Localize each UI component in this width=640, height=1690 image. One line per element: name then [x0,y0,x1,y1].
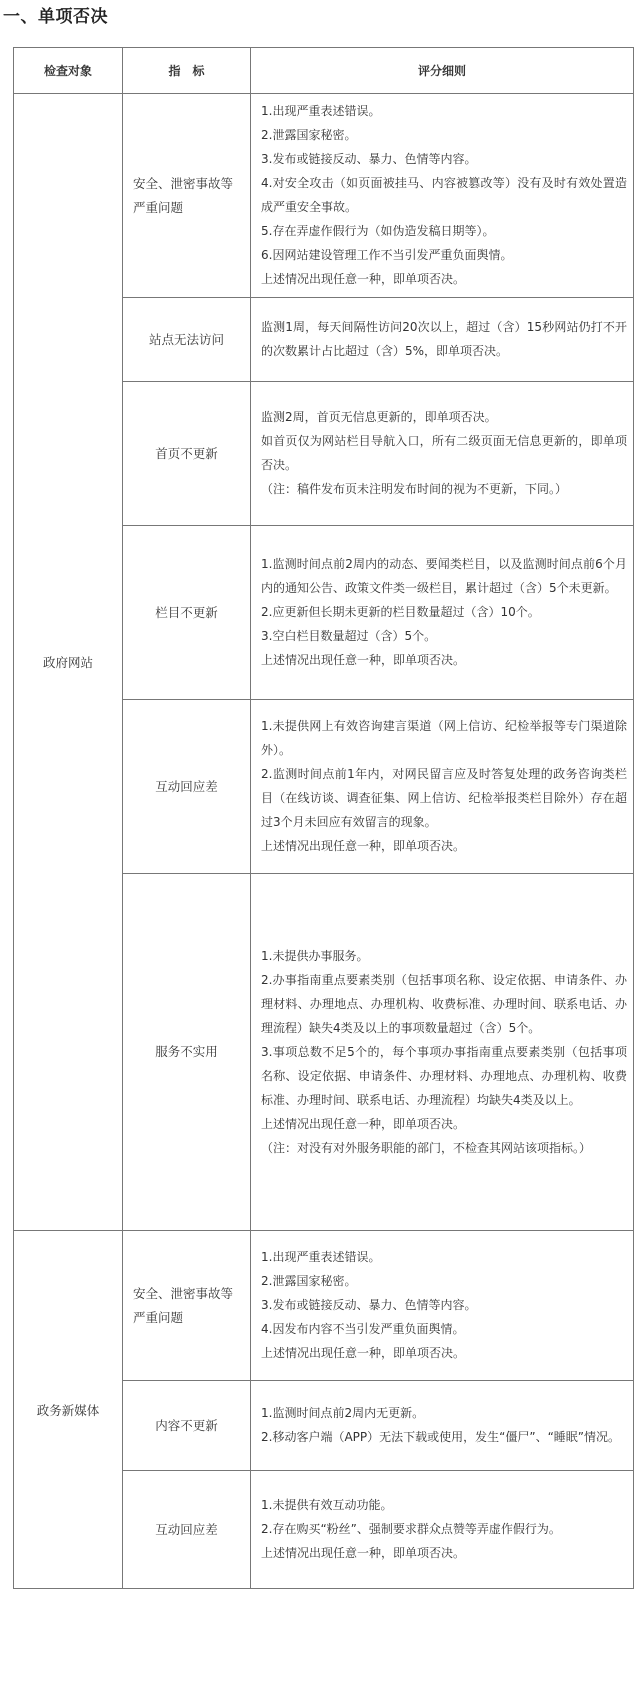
criteria-cell [251,700,634,874]
criteria-line: （注：稿件发布页未注明发布时间的视为不更新，下同。） [261,482,568,496]
criteria-line: 4.因发布内容不当引发严重负面舆情。 [261,1322,465,1336]
criteria-line: 如首页仅为网站栏目导航入口，所有二级页面无信息更新的，即单项否决。 [261,434,627,472]
criteria-line: 1.未提供办事服务。 [261,948,369,963]
criteria-line: 2.办事指南重点要素类别（包括事项名称、设定依据、申请条件、办理材料、办理地点、办理机构、收费标准、办理时间、联系电话、办理流程）缺失4类及以上的事项数量超过（含）5个。 [261,972,627,1035]
criteria-line: 上述情况出现任意一种，即单项否决。 [261,1346,466,1360]
criteria-line: 2.移动客户端（APP）无法下载或使用，发生“僵尸”、“睡眠”情况。 [261,1430,621,1444]
criteria-line: 2.存在购买“粉丝”、强制要求群众点赞等弄虚作假行为。 [261,1522,561,1536]
section-title: 一、单项否决 [3,7,108,27]
criteria-cell [251,1471,634,1589]
criteria-line: 1.未提供网上有效咨询建言渠道（网上信访、纪检举报等专门渠道除外）。 [261,719,627,757]
header-indicator: 指 标 [123,48,251,94]
criteria-line: 3.事项总数不足5个的，每个事项办事指南重点要素类别（包括事项名称、设定依据、申请条件、办理材料、办理地点、办理机构、收费标准、办理时间、联系电话、办理流程）均缺失4类及以上。 [261,1044,627,1107]
indicator-cell: 站点无法访问 [123,298,251,382]
criteria-cell [251,94,634,298]
indicator-cell: 服务不实用 [123,874,251,1231]
criteria-line: 1.出现严重表述错误。 [261,1250,381,1264]
criteria-cell [251,382,634,526]
criteria-line: 2.泄露国家秘密。 [261,128,357,142]
criteria-line: 5.存在弄虚作假行为（如伪造发稿日期等）。 [261,224,495,238]
object-cell: 政务新媒体 [14,1231,123,1589]
indicator-cell: 安全、泄密事故等严重问题 [123,94,251,298]
criteria-line: 上述情况出现任意一种，即单项否决。 [261,272,466,286]
header-object: 检查对象 [14,48,123,94]
criteria-line: 3.发布或链接反动、暴力、色情等内容。 [261,1298,477,1312]
criteria-cell [251,298,634,382]
criteria-line: 上述情况出现任意一种，即单项否决。 [261,1116,466,1131]
criteria-line: 3.空白栏目数量超过（含）5个。 [261,629,437,643]
criteria-line: 监测1周，每天间隔性访问20次以上，超过（含）15秒网站仍打不开的次数累计占比超过（含）5%，即单项否决。 [261,320,627,358]
indicator-cell: 首页不更新 [123,382,251,526]
criteria-line: 3.发布或链接反动、暴力、色情等内容。 [261,152,477,166]
criteria-line: 监测2周，首页无信息更新的，即单项否决。 [261,410,497,424]
criteria-cell [251,1231,634,1381]
criteria-line: 上述情况出现任意一种，即单项否决。 [261,839,466,853]
table-row [14,1231,634,1381]
criteria-line: 1.出现严重表述错误。 [261,104,381,118]
criteria-line: 1.未提供有效互动功能。 [261,1498,393,1512]
criteria-line: 上述情况出现任意一种，即单项否决。 [261,653,466,667]
indicator-cell: 安全、泄密事故等严重问题 [123,1231,251,1381]
criteria-line: 2.应更新但长期未更新的栏目数量超过（含）10个。 [261,605,540,619]
indicator-cell: 内容不更新 [123,1381,251,1471]
criteria-cell [251,874,634,1231]
object-cell: 政府网站 [14,94,123,1231]
header-row [14,48,634,94]
criteria-line: 1.监测时间点前2周内无更新。 [261,1406,425,1420]
indicator-cell: 互动回应差 [123,700,251,874]
indicator-cell: 互动回应差 [123,1471,251,1589]
indicator-cell: 栏目不更新 [123,526,251,700]
evaluation-table [13,47,634,1589]
criteria-line: 6.因网站建设管理工作不当引发严重负面舆情。 [261,248,513,262]
criteria-line: 2.监测时间点前1年内，对网民留言应及时答复处理的政务咨询类栏目（在线访谈、调查征集、网上信访、纪检举报类栏目除外）存在超过3个月未回应有效留言的现象。 [261,767,627,829]
criteria-cell [251,526,634,700]
criteria-line: 上述情况出现任意一种，即单项否决。 [261,1546,466,1560]
criteria-cell [251,1381,634,1471]
criteria-line: （注：对没有对外服务职能的部门，不检查其网站该项指标。） [261,1140,592,1155]
criteria-line: 4.对安全攻击（如页面被挂马、内容被篡改等）没有及时有效处置造成严重安全事故。 [261,176,627,214]
criteria-line: 2.泄露国家秘密。 [261,1274,357,1288]
criteria-line: 1.监测时间点前2周内的动态、要闻类栏目，以及监测时间点前6个月内的通知公告、政策文件类一级栏目，累计超过（含）5个未更新。 [261,557,627,595]
header-criteria: 评分细则 [251,48,634,94]
table-row [14,94,634,298]
